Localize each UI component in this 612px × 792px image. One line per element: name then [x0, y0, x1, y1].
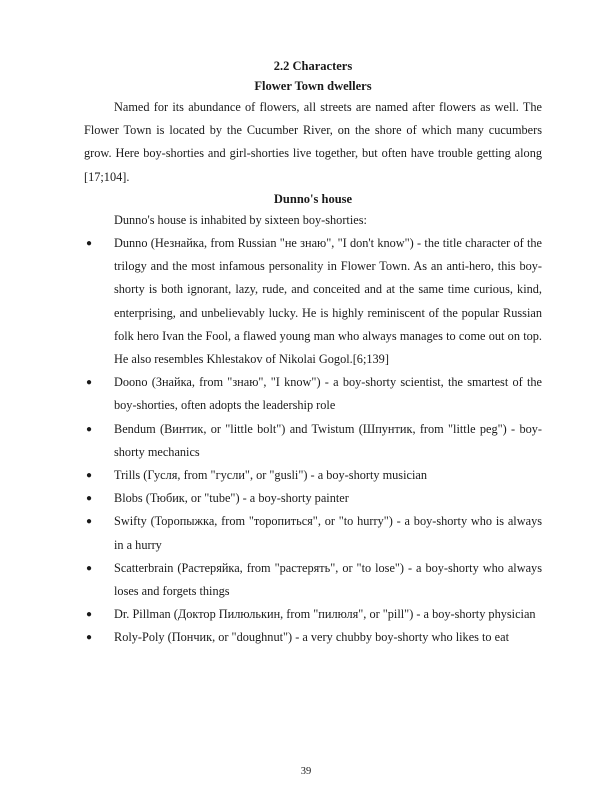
list-item: [84, 464, 542, 487]
bullet-icon: ●: [86, 632, 93, 644]
list-item-text: Scatterbrain (Растеряйка, from "растерять", or "to lose") - a boy-shorty who always loses and forgets things: [114, 560, 542, 599]
paragraph-dunnos-house-intro: Dunno's house is inhabited by sixteen boy-shorties:: [114, 212, 367, 227]
list-item: [84, 510, 542, 556]
section-title: 2.2 Characters: [273, 59, 353, 73]
list-item-text: Swifty (Торопыжка, from "торопиться", or "to hurry") - a boy-shorty who is always in a hurry: [114, 514, 542, 552]
list-item: [84, 371, 542, 417]
list-item-text: Dr. Pillman (Доктор Пилюлькин, from "пилюля", or "pill") - a boy-shorty physician: [114, 607, 536, 622]
bullet-icon: ●: [86, 238, 93, 250]
character-list: [84, 232, 542, 650]
bullet-icon: ●: [86, 516, 93, 528]
list-item: [84, 487, 542, 510]
list-item-text: Bendum (Винтик, or "little bolt") and Twistum (Шпунтик, from "little peg") - boy-shorty mechanics: [114, 421, 542, 459]
list-item: [84, 418, 542, 464]
bullet-icon: ●: [86, 493, 93, 505]
list-item-text: Doono (Знайка, from "знаю", "I know") - a boy-shorty scientist, the smartest of the boy-shorties, often adopts the leadership role: [114, 375, 542, 413]
list-item-text: Dunno (Незнайка, from Russian "не знаю", "I don't know") - the title character of the trilogy and the most infamous personality in Flower Town. As an anti-hero, this boy-shorty is both ignorant, lazy, rude, and conceited and at the same time curious, kind, enterprising, and unbelievably lucky. He is highly reminiscent of the popular Russian folk hero Ivan the Fool, a flawed young man who always manages to come out on top. He also resembles Khlestakov of Nikolai Gogol.[6;139]: [114, 236, 542, 367]
list-item-text: Roly-Poly (Пончик, or "doughnut") - a very chubby boy-shorty who likes to eat: [114, 630, 509, 645]
subsection-title-dunnos-house: Dunno's house: [273, 191, 353, 206]
bullet-icon: ●: [86, 470, 93, 482]
list-item: [84, 626, 542, 649]
subsection-title-flower-town: Flower Town dwellers: [254, 79, 372, 93]
list-item-text: Blobs (Тюбик, or "tube") - a boy-shorty painter: [114, 491, 349, 506]
page-content: [84, 56, 542, 650]
bullet-icon: ●: [86, 562, 93, 574]
bullet-icon: ●: [86, 423, 93, 435]
list-item: [84, 232, 542, 371]
page-number: 39: [300, 766, 312, 777]
list-item-text: Trills (Гусля, from "гусли", or "gusli") - a boy-shorty musician: [114, 468, 427, 483]
bullet-icon: ●: [86, 609, 93, 621]
list-item: [84, 557, 542, 603]
bullet-icon: ●: [86, 377, 93, 389]
paragraph-flower-town: Named for its abundance of flowers, all streets are named after flowers as well. The Flower Town is located by the Cucumber River, on the shore of which many cucumbers grow. Here boy-shorties and girl-shorties live together, but often have trouble getting along [17;104].: [84, 100, 542, 184]
list-item: [84, 603, 542, 626]
